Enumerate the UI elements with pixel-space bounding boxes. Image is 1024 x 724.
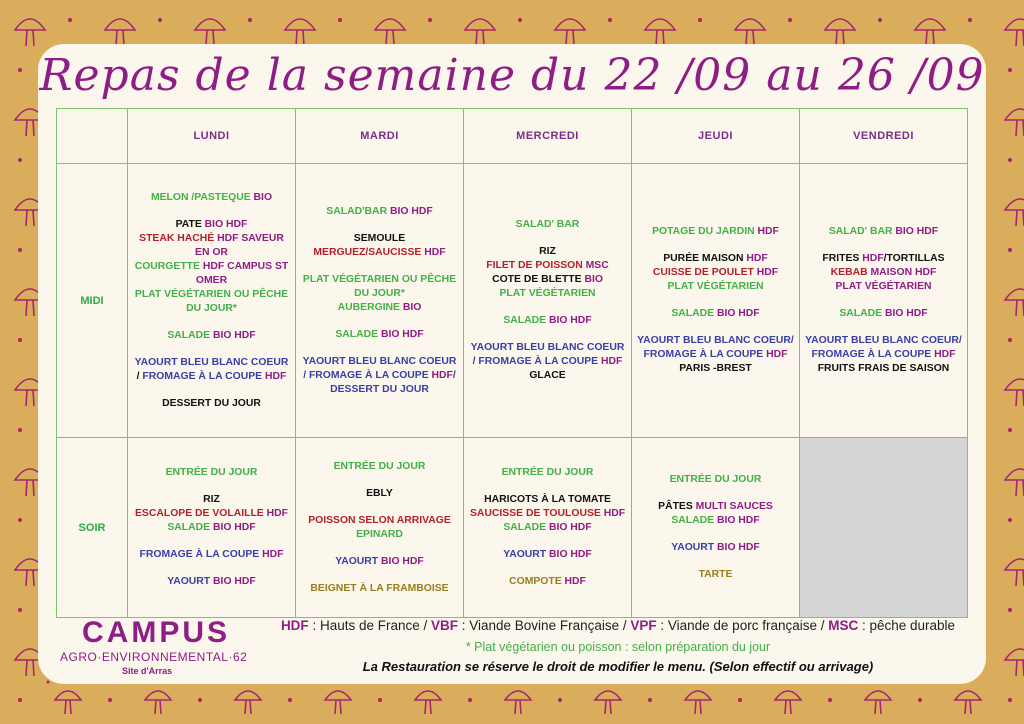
legend-desc: : pêche durable	[858, 618, 956, 633]
menu-text: MULTI SAUCES	[695, 501, 773, 512]
menu-text: BEIGNET À LA FRAMBOISE	[310, 582, 449, 594]
menu-text: YAOURT	[503, 549, 550, 560]
menu-item	[300, 582, 459, 596]
menu-cell	[128, 164, 296, 438]
menu-text: BIO HDF	[895, 226, 939, 237]
menu-text: HDF	[934, 349, 956, 360]
logo-site: Site d'Arras	[122, 666, 173, 676]
menu-item	[468, 245, 627, 301]
day-header: MARDI	[296, 109, 464, 164]
menu-text: PLAT VÉGÉTARIEN OU PÊCHE DU JOUR*	[302, 273, 457, 299]
menu-text: BIO HDF	[212, 522, 256, 533]
day-header: JEUDI	[632, 109, 800, 164]
menu-text: BIO HDF	[548, 522, 592, 533]
menu-text: YAOURT	[335, 555, 382, 567]
menu-item	[300, 328, 459, 342]
menu-text: EBLY	[366, 487, 393, 499]
menu-text: BIO	[584, 274, 603, 285]
menu-item	[300, 232, 459, 260]
menu-text: SALADE	[839, 308, 885, 319]
day-header: VENDREDI	[800, 109, 968, 164]
menu-text: EPINARD	[356, 528, 403, 540]
menu-text: TARTE	[698, 569, 733, 580]
menu-text: PATE	[175, 218, 205, 230]
menu-item	[132, 466, 291, 480]
menu-item	[132, 329, 291, 343]
menu-item	[468, 314, 627, 328]
menu-text: HDF	[862, 253, 884, 264]
menu-item	[468, 341, 627, 383]
menu-item	[132, 218, 291, 316]
menu-text: MSC	[585, 260, 609, 271]
menu-item	[300, 487, 459, 501]
menu-text: BIO HDF	[716, 515, 760, 526]
menu-item	[804, 225, 963, 239]
menu-item	[300, 514, 459, 542]
menu-text: HDF CAMPUS ST OMER	[195, 260, 289, 286]
menu-cell	[632, 164, 800, 438]
legend-desc: : Hauts de France /	[308, 618, 431, 633]
menu-item	[132, 575, 291, 589]
menu-text: BIO HDF	[212, 329, 256, 341]
menu-text: HDF	[766, 349, 788, 360]
menu-item	[636, 541, 795, 555]
menu-item	[132, 548, 291, 562]
menu-text: SALAD'BAR	[326, 205, 390, 217]
menu-cell	[296, 164, 464, 438]
menu-text: YAOURT BLEU BLANC COEUR/ FROMAGE À LA COUPE	[637, 335, 794, 360]
menu-cell-empty	[800, 438, 968, 618]
menu-text: COURGETTE	[134, 260, 203, 272]
menu-text: STEAK HACHÉ	[139, 232, 218, 244]
legend-desc: : Viande Bovine Française /	[458, 618, 631, 633]
menu-item	[636, 473, 795, 487]
menu-item	[804, 252, 963, 294]
menu-text: MERGUEZ/SAUCISSE	[313, 246, 425, 258]
menu-text: ENTRÉE DU JOUR	[501, 467, 594, 478]
menu-text: HDF	[431, 369, 453, 381]
menu-text: BIO HDF	[389, 205, 433, 217]
legend-key: VBF	[431, 618, 458, 633]
page-title: Repas de la semaine du 22 /09 au 26 /09	[39, 50, 985, 101]
menu-text: GLACE	[529, 370, 566, 381]
menu-text: HDF	[746, 253, 768, 264]
menu-text: YAOURT BLEU BLANC COEUR	[134, 356, 289, 368]
menu-text: SALADE	[167, 329, 213, 341]
menu-text: BIO HDF	[717, 542, 760, 553]
menu-item	[636, 568, 795, 582]
menu-text: SALAD' BAR	[828, 226, 896, 237]
menu-text: RIZ	[203, 494, 220, 505]
menu-item	[804, 307, 963, 321]
menu-item	[300, 555, 459, 569]
menu-text: BIO	[253, 191, 273, 203]
menu-text: BIO HDF	[716, 308, 760, 319]
menu-text: PÂTES	[658, 501, 696, 512]
menu-item	[300, 273, 459, 315]
menu-text: PARIS -BREST	[679, 363, 752, 374]
menu-text: BIO HDF	[213, 576, 256, 587]
menu-text: YAOURT BLEU BLANC COEUR / FROMAGE À LA COUPE	[302, 355, 457, 381]
menu-text: BIO HDF	[380, 328, 424, 340]
menu-text: BIO HDF	[548, 315, 592, 326]
menu-text: ESCALOPE DE VOLAILLE	[135, 508, 267, 519]
menu-item	[636, 500, 795, 528]
menu-text: MELON /PASTEQUE	[150, 191, 254, 203]
menu-text: COTE DE BLETTE	[492, 274, 585, 285]
menu-text: KEBAB	[830, 267, 871, 278]
menu-text: SALADE	[503, 522, 549, 533]
menu-item	[132, 493, 291, 535]
menu-text: PLAT VÉGÉTARIEN	[499, 288, 596, 299]
footnote: * Plat végétarien ou poisson : selon préparation du jour	[465, 640, 771, 654]
menu-text: POISSON SELON ARRIVAGE	[308, 514, 451, 526]
menu-text: FILET DE POISSON	[486, 260, 586, 271]
menu-text: SALADE	[671, 515, 717, 526]
legend	[258, 618, 978, 633]
menu-text: HDF	[564, 576, 586, 587]
menu-item	[468, 218, 627, 232]
menu-item	[300, 460, 459, 474]
menu-text: PLAT VÉGÉTARIEN	[667, 281, 764, 292]
logo-subtitle: AGRO·ENVIRONNEMENTAL·62	[60, 650, 248, 664]
campus-logo	[60, 618, 270, 678]
menu-item	[636, 334, 795, 376]
menu-text: SALAD' BAR	[515, 219, 580, 230]
menu-item	[300, 205, 459, 219]
menu-text: HDF	[262, 549, 284, 560]
menu-text: MAISON HDF	[870, 267, 937, 278]
menu-cell	[800, 164, 968, 438]
menu-text: COMPOTE	[509, 576, 565, 587]
logo-name: CAMPUS	[82, 616, 231, 649]
legend-key: HDF	[280, 618, 309, 633]
menu-cell	[632, 438, 800, 618]
menu-text: FRITES	[822, 253, 863, 264]
disclaimer: La Restauration se réserve le droit de modifier le menu. (Selon effectif ou arrivage)	[362, 659, 874, 674]
menu-text: YAOURT BLEU BLANC COEUR/ FROMAGE À LA COUPE	[805, 335, 962, 360]
menu-text: AUBERGINE	[337, 301, 403, 313]
menu-text: HDF	[265, 370, 287, 382]
menu-text: SALADE	[335, 328, 381, 340]
menu-text: ENTRÉE DU JOUR	[165, 467, 258, 478]
day-header: LUNDI	[128, 109, 296, 164]
menu-cell	[296, 438, 464, 618]
menu-text: /	[136, 370, 143, 382]
menu-item	[132, 397, 291, 411]
menu-text: HDF	[603, 508, 626, 519]
menu-text: /TORTILLAS	[883, 253, 945, 264]
menu-text: HDF	[266, 508, 288, 519]
menu-text: ENTRÉE DU JOUR	[333, 460, 426, 472]
day-header: MERCREDI	[464, 109, 632, 164]
legend-key: MSC	[828, 618, 859, 633]
menu-text: BIO	[402, 301, 422, 313]
menu-item	[468, 575, 627, 589]
menu-text: SAUCISSE DE TOULOUSE	[469, 508, 604, 519]
menu-text: SALADE	[671, 308, 717, 319]
menu-item	[132, 191, 291, 205]
menu-text: SALADE	[167, 522, 213, 533]
menu-text: PLAT VÉGÉTARIEN	[835, 281, 932, 292]
menu-item	[468, 548, 627, 562]
menu-text: HARICOTS À LA TOMATE	[484, 494, 611, 505]
menu-item	[468, 466, 627, 480]
menu-cell	[128, 438, 296, 618]
menu-text: FRUITS FRAIS DE SAISON	[817, 363, 950, 374]
menu-text: HDF	[424, 246, 446, 258]
menu-text: / DESSERT DU JOUR	[330, 369, 456, 395]
legend-key: VPF	[630, 618, 657, 633]
menu-item	[636, 307, 795, 321]
slot-label-soir: SOIR	[57, 438, 128, 618]
table-corner	[57, 109, 128, 164]
menu-item	[132, 356, 291, 384]
menu-text: ENTRÉE DU JOUR	[669, 474, 762, 485]
menu-text: YAOURT	[671, 542, 718, 553]
menu-item	[804, 334, 963, 376]
menu-text: BIO HDF	[381, 555, 424, 567]
midi-row	[57, 164, 968, 438]
menu-text: RIZ	[539, 246, 556, 257]
menu-item	[300, 355, 459, 397]
menu-text: BIO HDF	[204, 218, 248, 230]
menu-text: YAOURT BLEU BLANC COEUR / FROMAGE À LA COUPE	[470, 342, 625, 367]
menu-text: FROMAGE À LA COUPE	[139, 549, 263, 560]
soir-row	[57, 438, 968, 618]
menu-text: BIO HDF	[884, 308, 928, 319]
menu-text: SEMOULE	[353, 232, 406, 244]
menu-text: HDF	[757, 226, 779, 237]
menu-item	[636, 225, 795, 239]
menu-item	[636, 252, 795, 294]
menu-text: PLAT VÉGÉTARIEN OU PÊCHE DU JOUR*	[134, 288, 289, 314]
menu-text: SALADE	[503, 315, 549, 326]
menu-text: CUISSE DE POULET	[652, 267, 757, 278]
menu-text: POTAGE DU JARDIN	[652, 226, 758, 237]
menu-text: HDF	[756, 267, 779, 278]
menu-item	[468, 493, 627, 535]
menu-cell	[464, 164, 632, 438]
menu-text: YAOURT	[167, 576, 214, 587]
menu-text: HDF SAVEUR EN OR	[195, 232, 284, 258]
legend-desc: : Viande de porc française /	[656, 618, 829, 633]
menu-text: DESSERT DU JOUR	[162, 397, 261, 409]
menu-text: PURÉE MAISON	[663, 253, 747, 264]
menu-cell	[464, 438, 632, 618]
menu-text: FROMAGE À LA COUPE	[142, 370, 265, 382]
slot-label-midi: MIDI	[57, 164, 128, 438]
weekly-menu-table	[56, 108, 968, 618]
menu-text: HDF	[601, 356, 623, 367]
menu-text: BIO HDF	[549, 549, 592, 560]
